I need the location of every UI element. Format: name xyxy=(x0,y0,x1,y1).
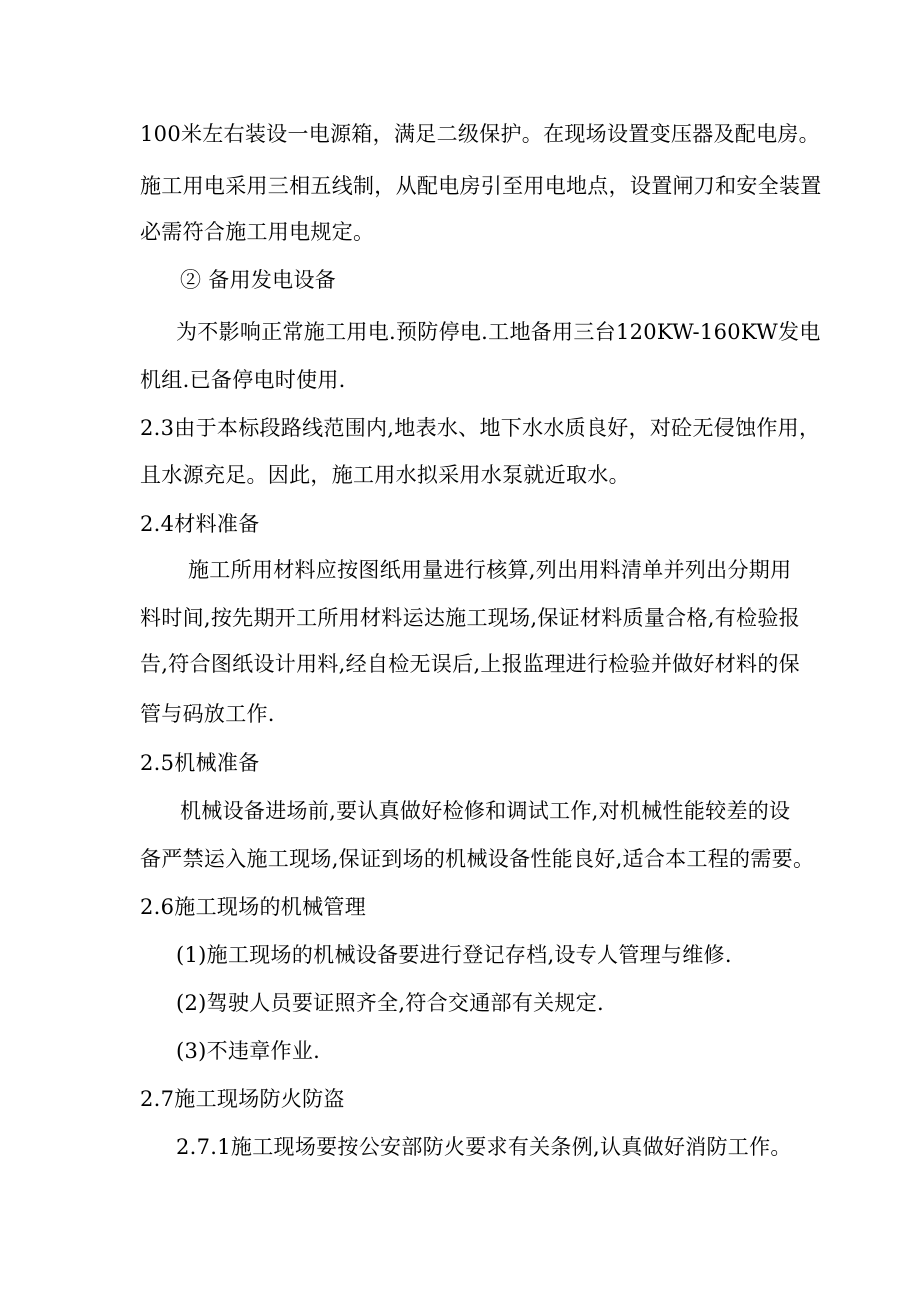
list-item-1: (1)施工现场的机械设备要进行登记存档,设专人管理与维修. xyxy=(176,943,732,967)
section-heading-2-6: 2.6施工现场的机械管理 xyxy=(140,895,366,919)
text-line-10: 施工所用材料应按图纸用量进行核算,列出用料清单并列出分期用 xyxy=(188,558,792,582)
text-line-7: 2.3由于本标段路线范围内,地表水、地下水水质良好，对砼无侵蚀作用， xyxy=(140,416,821,440)
text-line-15: 机械设备进场前,要认真做好检修和调试工作,对机械性能较差的设 xyxy=(180,799,791,823)
list-item-2: (2)驾驶人员要证照齐全,符合交通部有关规定. xyxy=(176,991,604,1015)
section-heading-2-7: 2.7施工现场防火防盗 xyxy=(140,1087,345,1111)
text-line-1: 100米左右装设一电源箱，满足二级保护。在现场设置变压器及配电房。 xyxy=(140,122,820,146)
text-line-12: 告,符合图纸设计用料,经自检无误后,上报监理进行检验并做好材料的保 xyxy=(140,652,800,676)
text-line-8: 且水源充足。因此，施工用水拟采用水泵就近取水。 xyxy=(140,463,630,487)
text-line-2: 施工用电采用三相五线制，从配电房引至用电地点，设置闸刀和安全装置 xyxy=(140,174,822,198)
text-line-5: 为不影响正常施工用电.预防停电.工地备用三台120KW-160KW发电 xyxy=(176,320,821,344)
text-line-3: 必需符合施工用电规定。 xyxy=(140,220,375,244)
subheading-backup-generator: ② 备用发电设备 xyxy=(180,268,337,292)
section-heading-2-4: 2.4材料准备 xyxy=(140,512,260,536)
text-line-13: 管与码放工作. xyxy=(140,702,275,726)
section-heading-2-5: 2.5机械准备 xyxy=(140,751,260,775)
text-line-11: 料时间,按先期开工所用材料运达施工现场,保证材料质量合格,有检验报 xyxy=(140,606,800,630)
list-item-3: (3)不违章作业. xyxy=(176,1039,321,1063)
text-line-16: 备严禁运入施工现场,保证到场的机械设备性能良好,适合本工程的需要。 xyxy=(140,847,815,871)
text-line-6: 机组.已备停电时使用. xyxy=(140,368,346,392)
text-line-22: 2.7.1施工现场要按公安部防火要求有关条例,认真做好消防工作。 xyxy=(176,1135,792,1159)
